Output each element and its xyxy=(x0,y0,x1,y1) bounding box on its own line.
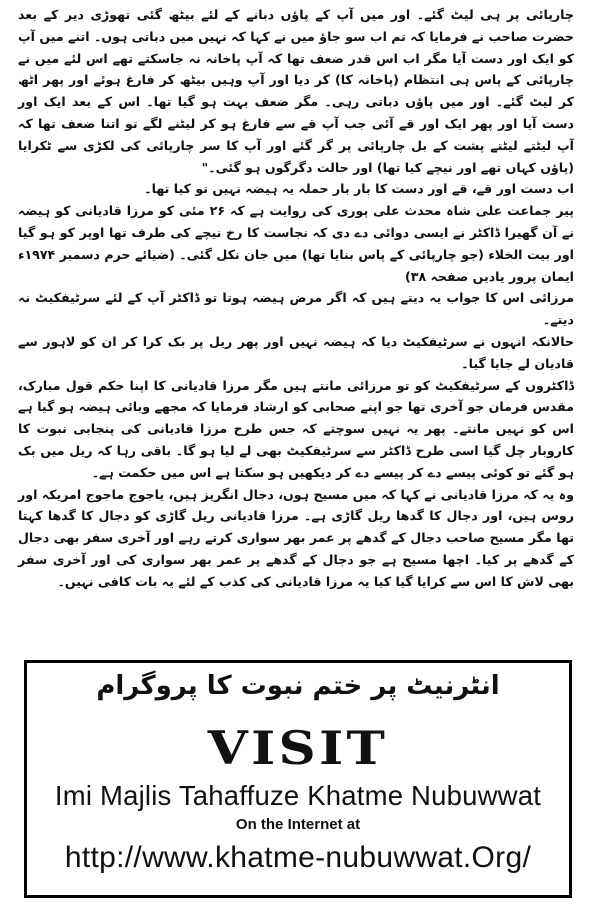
notice-visit-heading: VISIT xyxy=(207,721,389,775)
notice-organization: Imi Majlis Tahaffuze Khatme Nubuwwat xyxy=(54,780,542,811)
internet-notice-box xyxy=(24,660,572,898)
paragraph-6: ڈاکٹروں کے سرٹیفکیٹ کو تو مرزائی مانتے ہیں مگر مرزا قادیانی کا اپنا حکم قول مبارک، مقدس فرمان جو آخری تھا جو اپنے صحابی کو ارشاد فرمایا کہ مجھے وبائی ہیضہ ہو گیا ہے اس کو نہیں مانتے۔ پھر یہ نہیں سوچتے کہ جس طرح مرزا قادیانی کی پنجابی نبوت کا کاروبار چل گیا اسی طرح ڈاکٹر سے سرٹیفکیٹ بھی لے لیا ہو گا۔ باقی رہا کہ ریل میں بک ہو گئے تو کوئی پیسے دے کر پیسے دے کر دیکھیں ہو سکتا ہے اس میں حکمت ہے۔ xyxy=(18,377,574,480)
paragraph-1: چارپائی پر ہی لیٹ گئے۔ اور میں آپ کے پاؤں دبانے کے لئے بیٹھ گئی تھوڑی دیر کے بعد حضرت صاحب نے فرمایا کہ تم اب سو جاؤ میں نے کہا کہ نہیں میں دباتی ہوں۔ اتنے میں آپ کو ایک اور دست آیا مگر اب اس قدر ضعف تھا کہ آپ پاخانہ نہ جاسکتے تھے اس لئے میں نے چارپائی کے پاس ہی انتظام (پاخانہ کا) کر دیا اور آپ وہیں بیٹھ کر فارغ ہوئے اور پھر اٹھ کر لیٹ گئے۔ اور میں پاؤں دباتی رہی۔ مگر ضعف بہت ہو گیا تھا۔ اس کے بعد ایک اور دست آیا اور پھر ایک اور قے آئی جب آپ قے سے فارغ ہو کر لیٹنے لگے تو اتنا ضعف تھا کہ آپ لیٹتے لیٹتے پشت کے بل چارپائی پر گر گئے اور آپ کا سر چارپائی کی لکڑی سے ٹکرایا (پاؤں کہاں تھے اور نیچے کیا تھا) اور حالت دگرگوں ہو گئی۔" xyxy=(18,7,574,175)
notice-url[interactable]: http://www.khatme-nubuwwat.Org/ xyxy=(64,841,532,874)
paragraph-7: وہ یہ کہ مرزا قادیانی نے کہا کہ میں مسیح ہوں، دجال انگریز ہیں، یاجوج ماجوج امریکہ اور روس ہیں، اور دجال کا گدھا ریل گاڑی ہے۔ مرزا قادیانی ریل گاڑی کو دجال کا گدھا کہتا تھا مگر مسیح صاحب دجال کے گدھے پر عمر بھر سواری کرتے رہے اور آخری سفر بھی دجال کے گدھے پر کیا۔ اچھا مسیح ہے جو دجال کے گدھے پر عمر بھر سواری کی اور آخری سفر بھی لاش کا اس سے کرایا گیا کیا یہ مرزا قادیانی کی کذب کے لئے یہ بات کافی نہیں۔ xyxy=(18,486,574,589)
paragraph-3: پیر جماعت علی شاہ محدث علی پوری کی روایت ہے کہ ۲۶ مئی کو مرزا قادیانی کو ہیضہ نے آن گھیرا ڈاکٹر نے ایسی دوائی دے دی کہ نجاست کا رخ نیچے کی طرف تھا اوپر کو ہو گیا اور بیت الخلاء (جو چارپائی کے پاس بنایا تھا) میں جان نکل گئی۔ (ضیائے حرم دسمبر ۱۹۷۴ء ایمان پرور یادیں صفحہ ۳۸) xyxy=(18,203,574,284)
notice-online-text: On the Internet at xyxy=(235,816,361,833)
paragraph-5: حالانکہ انہوں نے سرٹیفکیٹ دیا کہ ہیضہ نہیں اور پھر ریل پر بک کرا کر ان کو لاہور سے قادیان لے جایا گیا۔ xyxy=(18,333,574,371)
notice-title: انٹرنیٹ پر ختم نبوت کا پروگرام xyxy=(96,671,500,701)
article-body xyxy=(18,4,574,593)
paragraph-4: مرزائی اس کا جواب یہ دیتے ہیں کہ اگر مرض ہیضہ ہوتا تو ڈاکٹر آپ کے لئے سرٹیفکیٹ نہ دیتے۔ xyxy=(18,290,574,328)
paragraph-2: اب دست اور قے، قے اور دست کا بار بار حملہ یہ ہیضہ نہیں تو کیا تھا۔ xyxy=(144,181,574,197)
